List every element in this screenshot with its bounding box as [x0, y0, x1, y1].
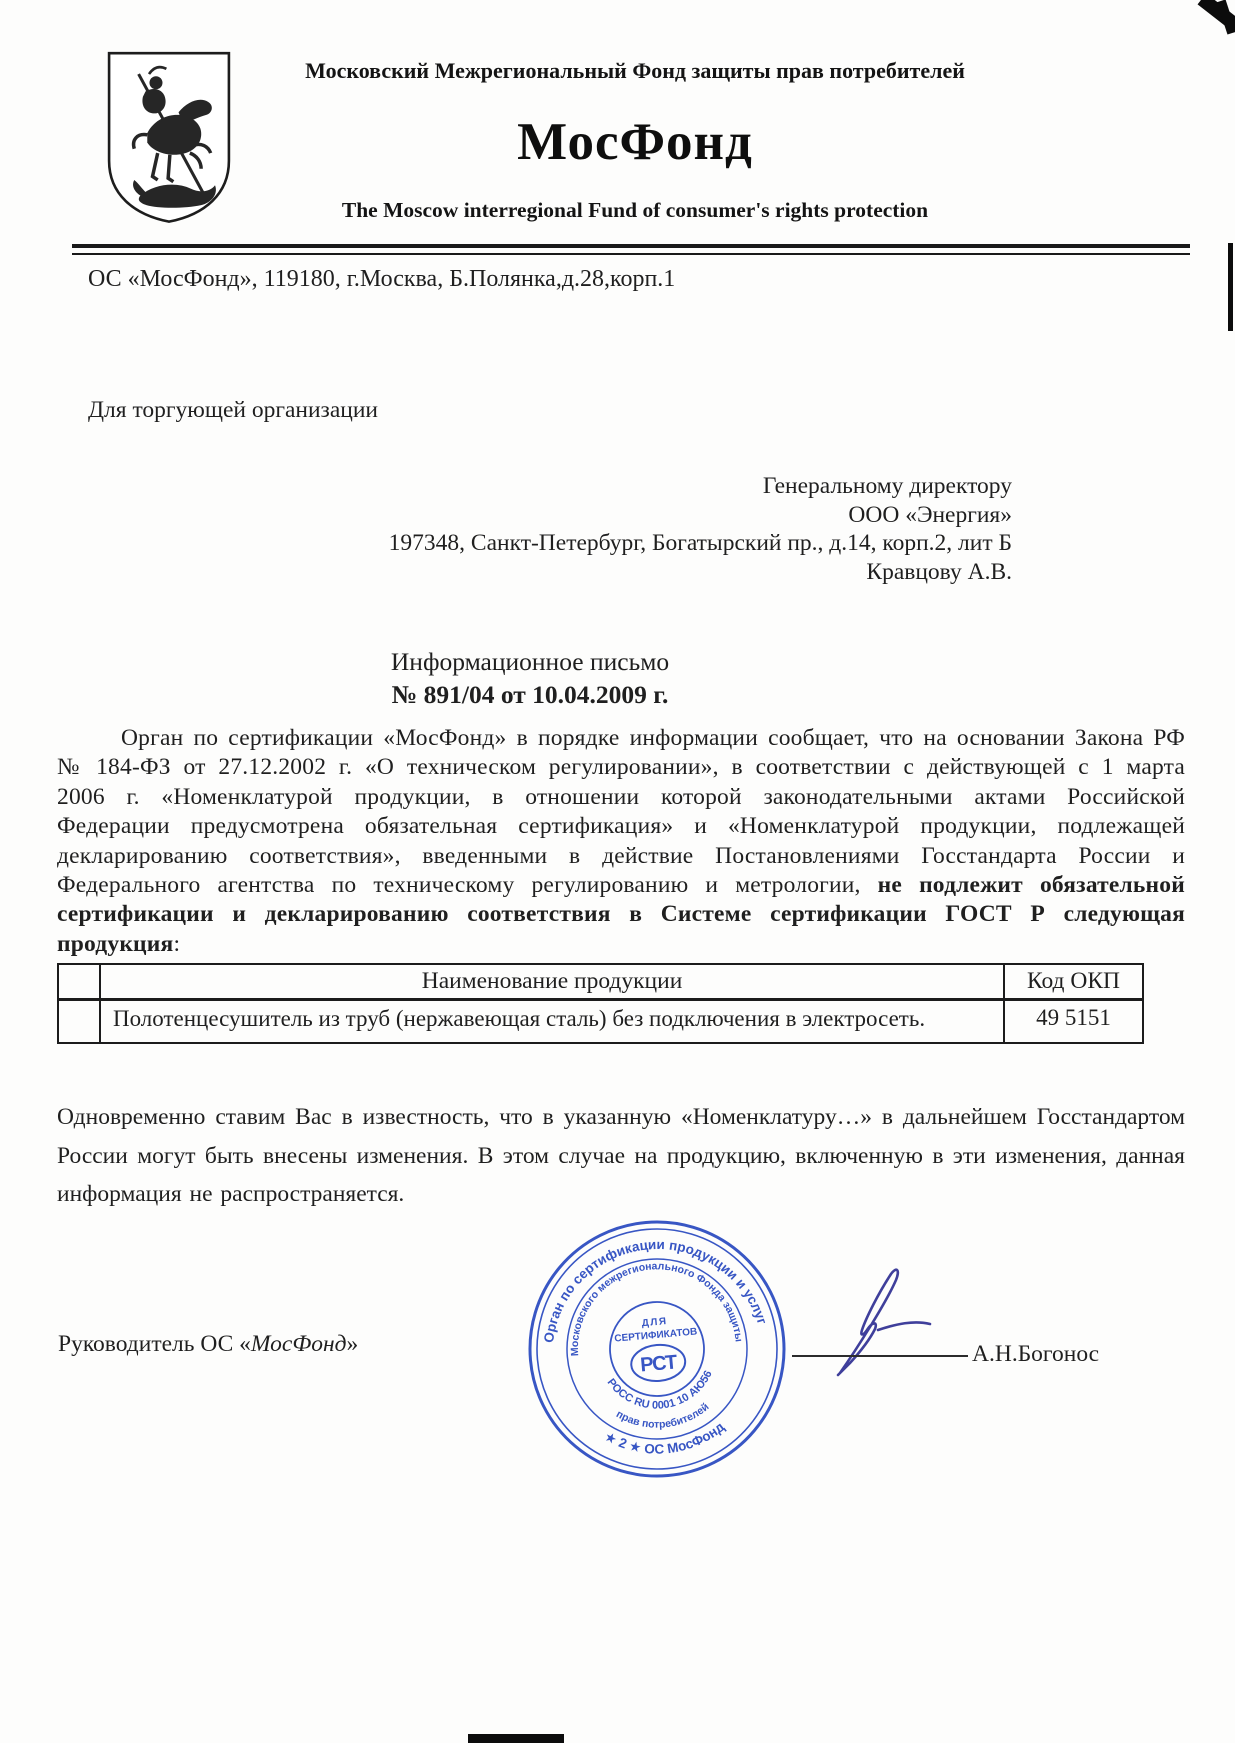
table-header-okp-code: Код ОКП [1004, 964, 1143, 1000]
signer-position-suffix: » [346, 1331, 359, 1357]
product-table [57, 963, 1144, 1044]
letter-body-paragraph [57, 724, 1185, 959]
stamp-registry-code: РОСС RU 0001 10 АЮ56 [604, 1368, 715, 1412]
handwritten-signature [818, 1258, 948, 1388]
org-name-en: The Moscow interregional Fund of consumer's rights protection [341, 198, 929, 222]
signer-position-prefix: Руководитель ОС « [58, 1331, 251, 1357]
scan-artifact [468, 1734, 564, 1743]
letter-title: Информационное письмо [390, 647, 670, 676]
rst-mark-icon [630, 1343, 687, 1384]
letter-heading [320, 645, 740, 711]
stamp-middle-text-bottom: прав потребителей [614, 1400, 712, 1431]
signer-org-italic: МосФонд [250, 1331, 347, 1357]
addressee-line: 197348, Санкт-Петербург, Богатырский пр., д.14, корп.2, лит Б [388, 530, 1012, 556]
addressee-note: Для торгующей организации [88, 397, 378, 423]
table-cell-product-name: Полотенцесушитель из труб (нержавеющая сталь) без подключения в электросеть. [100, 1000, 1004, 1044]
table-cell-spacer [58, 1000, 100, 1044]
table-header-row [58, 964, 1143, 1000]
org-name-ru: Московский Межрегиональный Фонд защиты прав потребителей [305, 58, 965, 83]
scan-artifact [1228, 243, 1233, 331]
addressee-line: ООО «Энергия» [848, 501, 1012, 528]
body-bold-clause: не подлежит обязательной сертификации и декларированию соответствия в Системе сертификации ГОСТ Р следующая продукция [57, 872, 1185, 957]
round-stamp [513, 1205, 801, 1493]
stamp-center-line1: ДЛЯ [641, 1315, 669, 1330]
svg-text:РСТ: РСТ [639, 1351, 678, 1377]
stamp-outer-text-top: Орган по сертификации продукции и услуг [540, 1236, 770, 1344]
body-colon: : [173, 930, 181, 957]
letter-ref-number: № 891/04 от 10.04.2009 г. [391, 680, 669, 709]
addressee-line: Кравцову А.В. [866, 558, 1012, 585]
body-intro-text: Орган по сертификации «МосФонд» в порядке информации сообщает, что на основании Закона РФ № 184-ФЗ от 27.12.2002 г. «О техническом регулировании», в соответствии с действующей с 1 марта 2006 г. «Номенклатурой продукции, в отношении которой законодательными актами Российской Федерации предусмотрена обязательная сертификация» и «Номенклатурой продукции, подлежащей декларированию соответствия», введенными в действие Постановлениями Госстандарта России и Федерального агентства по техническому регулированию и метрологии, [57, 725, 1185, 899]
signature-stroke [838, 1270, 898, 1375]
org-address-line: ОС «МосФонд», 119180, г.Москва, Б.Полянка,д.28,корп.1 [88, 266, 676, 292]
signer-position [58, 1331, 358, 1358]
table-header-product-name: Наименование продукции [100, 964, 1004, 1000]
signature-dash [878, 1322, 930, 1330]
table-cell-okp-code: 49 5151 [1004, 1000, 1143, 1044]
moscow-coat-of-arms [98, 48, 240, 226]
table-header-spacer [58, 964, 100, 1000]
table-row [58, 1000, 1143, 1044]
signature-line [792, 1333, 968, 1357]
stamp-outer-text-bottom: ★ 2 ★ ОС МосФонд [602, 1419, 728, 1457]
stamp-middle-text-top: Московского межрегионального Фонда защиты [568, 1260, 745, 1357]
postscript-paragraph: Одновременно ставим Вас в известность, что в указанную «Номенклатуру…» в дальнейшем Госстандартом России могут быть внесены изменения. В этом случае на продукцию, включенную в эти изменения, данная информация не распространяется. [57, 1104, 1185, 1207]
signer-name: А.Н.Богонос [972, 1341, 1100, 1367]
addressee-line: Генеральному директору [762, 473, 1012, 499]
addressee-block [380, 472, 1012, 586]
stamp-center-line2: СЕРТИФИКАТОВ [613, 1326, 698, 1345]
org-brand-name: МосФонд [517, 113, 753, 171]
header-divider [72, 244, 1190, 255]
